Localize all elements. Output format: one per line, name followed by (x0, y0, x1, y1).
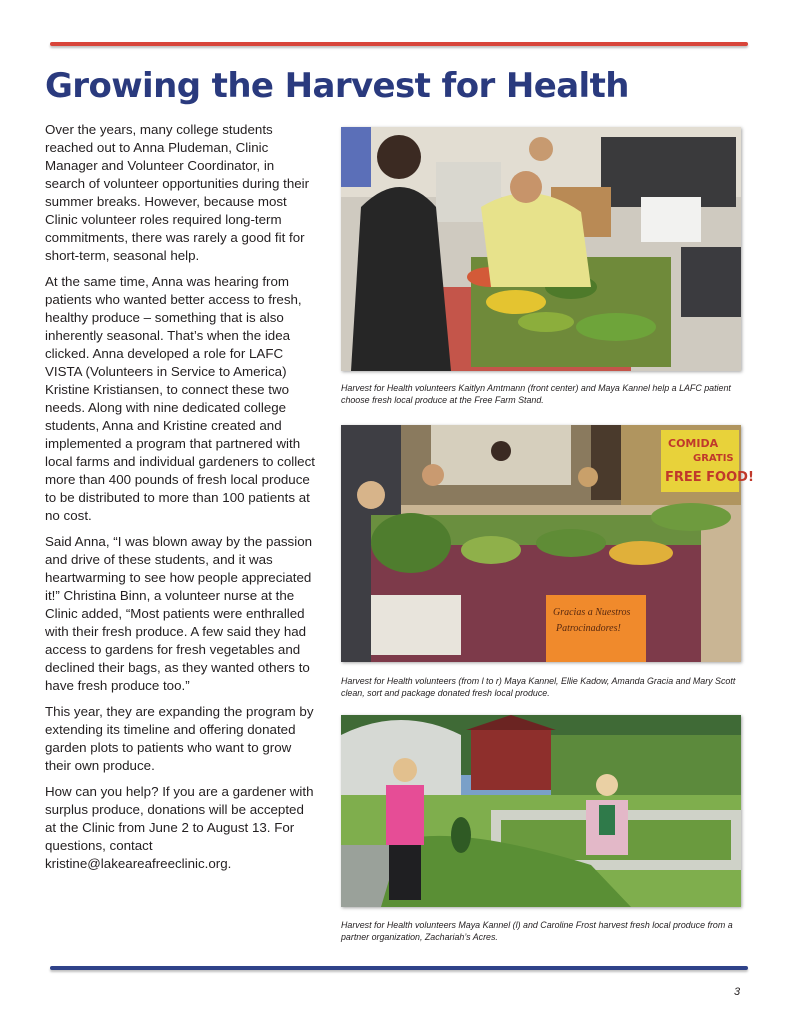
photo-harvesting (341, 715, 741, 907)
top-divider (50, 42, 748, 46)
paragraph-5: How can you help? If you are a gardener with surplus produce, donations will be accepted at the Clinic from June 2 to August 13. For questions, contact kristine@lakeareafreeclinic.org. (45, 784, 314, 872)
paragraph-2: At the same time, Anna was hearing from patients who wanted better access to fresh, healthy produce – something that is also inherently seasonal. That’s when the idea clicked. Anna developed a role for LAFC VISTA (Volunteers in Service to America) Kristine Kristiansen, to connect these two needs. Along with nine dedicated college students, Anna and Kristine created and implemented a program that partnered with local farms and individual gardeners to collect more than 400 pounds of fresh local produce to be distributed to more than 100 patients at no cost. (45, 274, 315, 523)
sign-comida: COMIDA (668, 437, 719, 450)
sign-gratis: GRATIS (693, 453, 734, 464)
page-number: 3 (734, 986, 741, 998)
sign-patrocinadores: Patrocinadores! (556, 623, 621, 634)
photo-sorting-produce (341, 425, 754, 662)
paragraph-4: This year, they are expanding the program by extending its timeline and offering donated garden plots to patients who want to grow their own produce. (45, 704, 314, 773)
caption-sorting-produce: Harvest for Health volunteers (from l to r) Maya Kannel, Ellie Kadow, Amanda Gracia and Mary Scott clean, sort and package donated fresh local produce. (341, 676, 736, 698)
caption-farm-stand: Harvest for Health volunteers Kaitlyn Amtmann (front center) and Maya Kannel help a LAFC patient choose fresh local produce at the Free Farm Stand. (341, 383, 731, 405)
photo-farm-stand (341, 127, 741, 371)
caption-harvesting: Harvest for Health volunteers Maya Kannel (l) and Caroline Frost harvest fresh local produce from a partner organization, Zachariah’s Acres. (341, 920, 733, 942)
paragraph-3: Said Anna, “I was blown away by the passion and drive of these students, and it was heartwarming to see how people appreciated it!” Christina Binn, a volunteer nurse at the Clinic added, “Most patients were enthralled with their fresh produce. A few said they had access to gardens for fresh vegetables and declined their bags, as they wanted others to have fresh produce too.” (45, 533, 313, 693)
bottom-divider (50, 966, 748, 970)
page-title: Growing the Harvest for Health (45, 66, 629, 106)
sign-gracias: Gracias a Nuestros (553, 607, 631, 618)
sign-free-food: FREE FOOD! (665, 470, 754, 485)
article-body (45, 121, 315, 882)
paragraph-1: Over the years, many college students reached out to Anna Pludeman, Clinic Manager and Volunteer Coordinator, in search of volunteer opportunities during their summer breaks. However, because most Clinic volunteer roles required long-term commitments, there was rarely a good fit for short-term, seasonal help. (45, 122, 310, 263)
